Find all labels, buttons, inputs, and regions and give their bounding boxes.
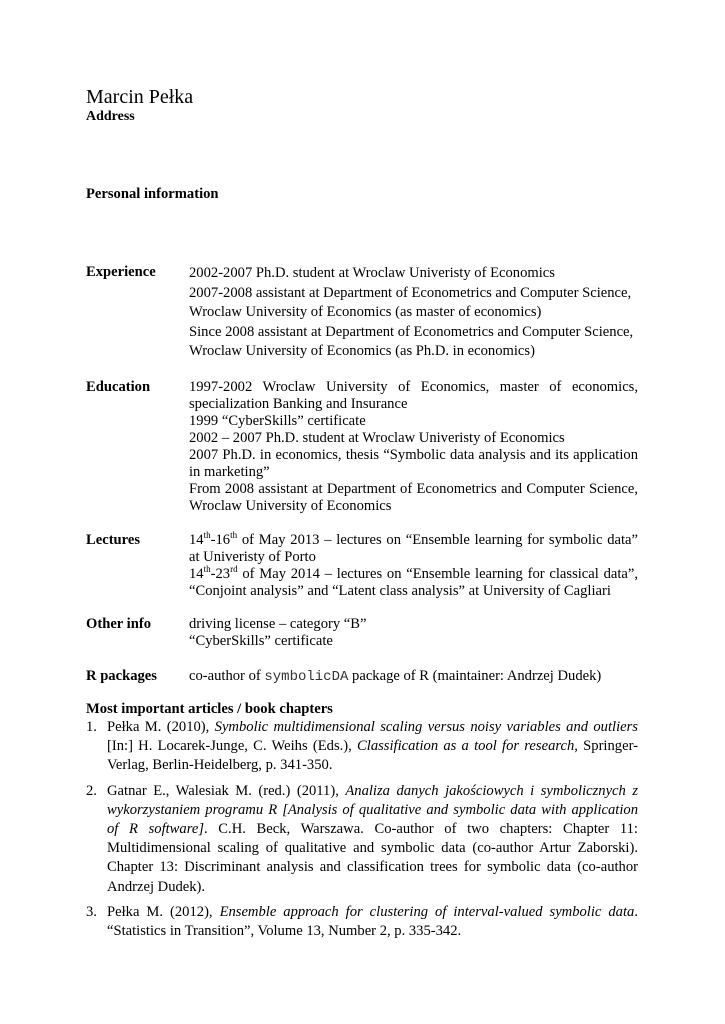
experience-list [189,264,638,362]
article-authors: Pełka M. (2010), [107,719,215,735]
experience-line: Wroclaw University of Economics (as Ph.D. in economics) [189,343,535,359]
lecture-day-end-suffix: th [230,530,238,541]
lecture-day-end: 23 [215,566,231,582]
lecture-day-separator: - [210,532,216,548]
articles-heading: Most important articles / book chapters [86,701,333,717]
lecture-day-start: 14 [189,532,204,548]
article-title: Analiza danych jakościowych i symbolicznych z wykorzystaniem programu R [Analysis of qualitative and symbolic data with application of R software] [107,782,638,838]
article-book-title: Classification as a tool for research [357,738,575,755]
lecture-day-start-suffix: th [203,564,211,575]
lecture-description: of May 2013 – lectures on “Ensemble learning for symbolic data” at Univeristy of Porto [189,532,638,565]
lecture-day-end-suffix: rd [230,564,238,575]
education-entry: 1997-2002 Wroclaw University of Economics, master of economics, specialization Banking and Insurance [189,379,638,412]
article-number: 2. [86,782,97,799]
article-title: Ensemble approach for clustering of interval-valued symbolic data [219,903,635,920]
lecture-day-start-suffix: th [203,530,211,541]
article-authors: Pełka M. (2012), [107,903,220,920]
education-entry: 2007 Ph.D. in economics, thesis “Symbolic data analysis and its application in marketing” [189,447,638,480]
article-details: . C.H. Beck, Warszawa. Co-author of two chapters: Chapter 11: Multidimensional scaling of qualitative and symbolic data (co-author Artur Zaborski). Chapter 13: Discriminant analysis and classification trees for symbolic data (co-author Andrzej Dudek). [107,821,638,895]
article-details: . “Statistics in Transition”, Volume 13, Number 2, p. 335-342. [107,903,638,940]
person-name: Marcin Pełka [86,86,194,108]
experience-line: 2002-2007 Ph.D. student at Wroclaw Univeristy of Economics [189,265,555,281]
article-authors: Gatnar E., Walesiak M. (red.) (2011), [107,782,346,799]
lecture-entry [189,566,638,600]
other-info-entry: “CyberSkills” certificate [189,633,333,649]
article-number: 3. [86,903,97,920]
experience-line: 2007-2008 assistant at Department of Econometrics and Computer Science, [189,284,632,301]
r-packages-heading: R packages [86,668,157,684]
article-title: Symbolic multidimensional scaling versus noisy variables and outliers [214,719,638,735]
lecture-description: of May 2014 – lectures on “Ensemble learning for classical data”, “Conjoint analysis” and “Latent class analysis” at University of Cagliari [189,566,638,599]
other-info-heading: Other info [86,616,151,632]
lecture-day-separator: - [210,566,216,582]
other-info-entry: driving license – category “B” [189,616,367,632]
article-item [86,782,638,897]
experience-line: Since 2008 assistant at Department of Econometrics and Computer Science, [189,323,634,340]
education-entry: 1999 “CyberSkills” certificate [189,413,366,429]
lecture-day-end: 16 [215,532,231,548]
personal-info-heading: Personal information [86,186,219,202]
article-item [86,718,638,776]
experience-line: Wroclaw University of Economics (as master of economics) [189,304,542,320]
address-label: Address [86,109,135,124]
r-packages-pre: co-author of [189,668,265,684]
article-editors: [In:] H. Locarek-Junge, C. Weihs (Eds.), [107,738,358,755]
r-packages-entry [189,668,638,686]
education-list [189,379,638,515]
lectures-heading: Lectures [86,532,141,548]
r-packages-post: package of R (maintainer: Andrzej Dudek) [348,668,602,684]
other-info-list [189,616,638,650]
article-publisher: , Springer-Verlag, Berlin-Heidelberg, p. 341-350. [107,738,638,774]
education-entry: From 2008 assistant at Department of Econometrics and Computer Science, Wroclaw University of Economics [189,481,638,514]
experience-heading: Experience [86,264,156,280]
education-heading: Education [86,379,151,395]
r-package-code: symbolicDA [264,669,349,685]
article-item [86,903,638,941]
article-number: 1. [86,719,97,735]
education-entry: 2002 – 2007 Ph.D. student at Wroclaw Univeristy of Economics [189,430,565,446]
articles-list [86,718,638,947]
lectures-list [189,532,638,600]
lecture-day-start: 14 [189,566,204,582]
lecture-entry [189,532,638,566]
